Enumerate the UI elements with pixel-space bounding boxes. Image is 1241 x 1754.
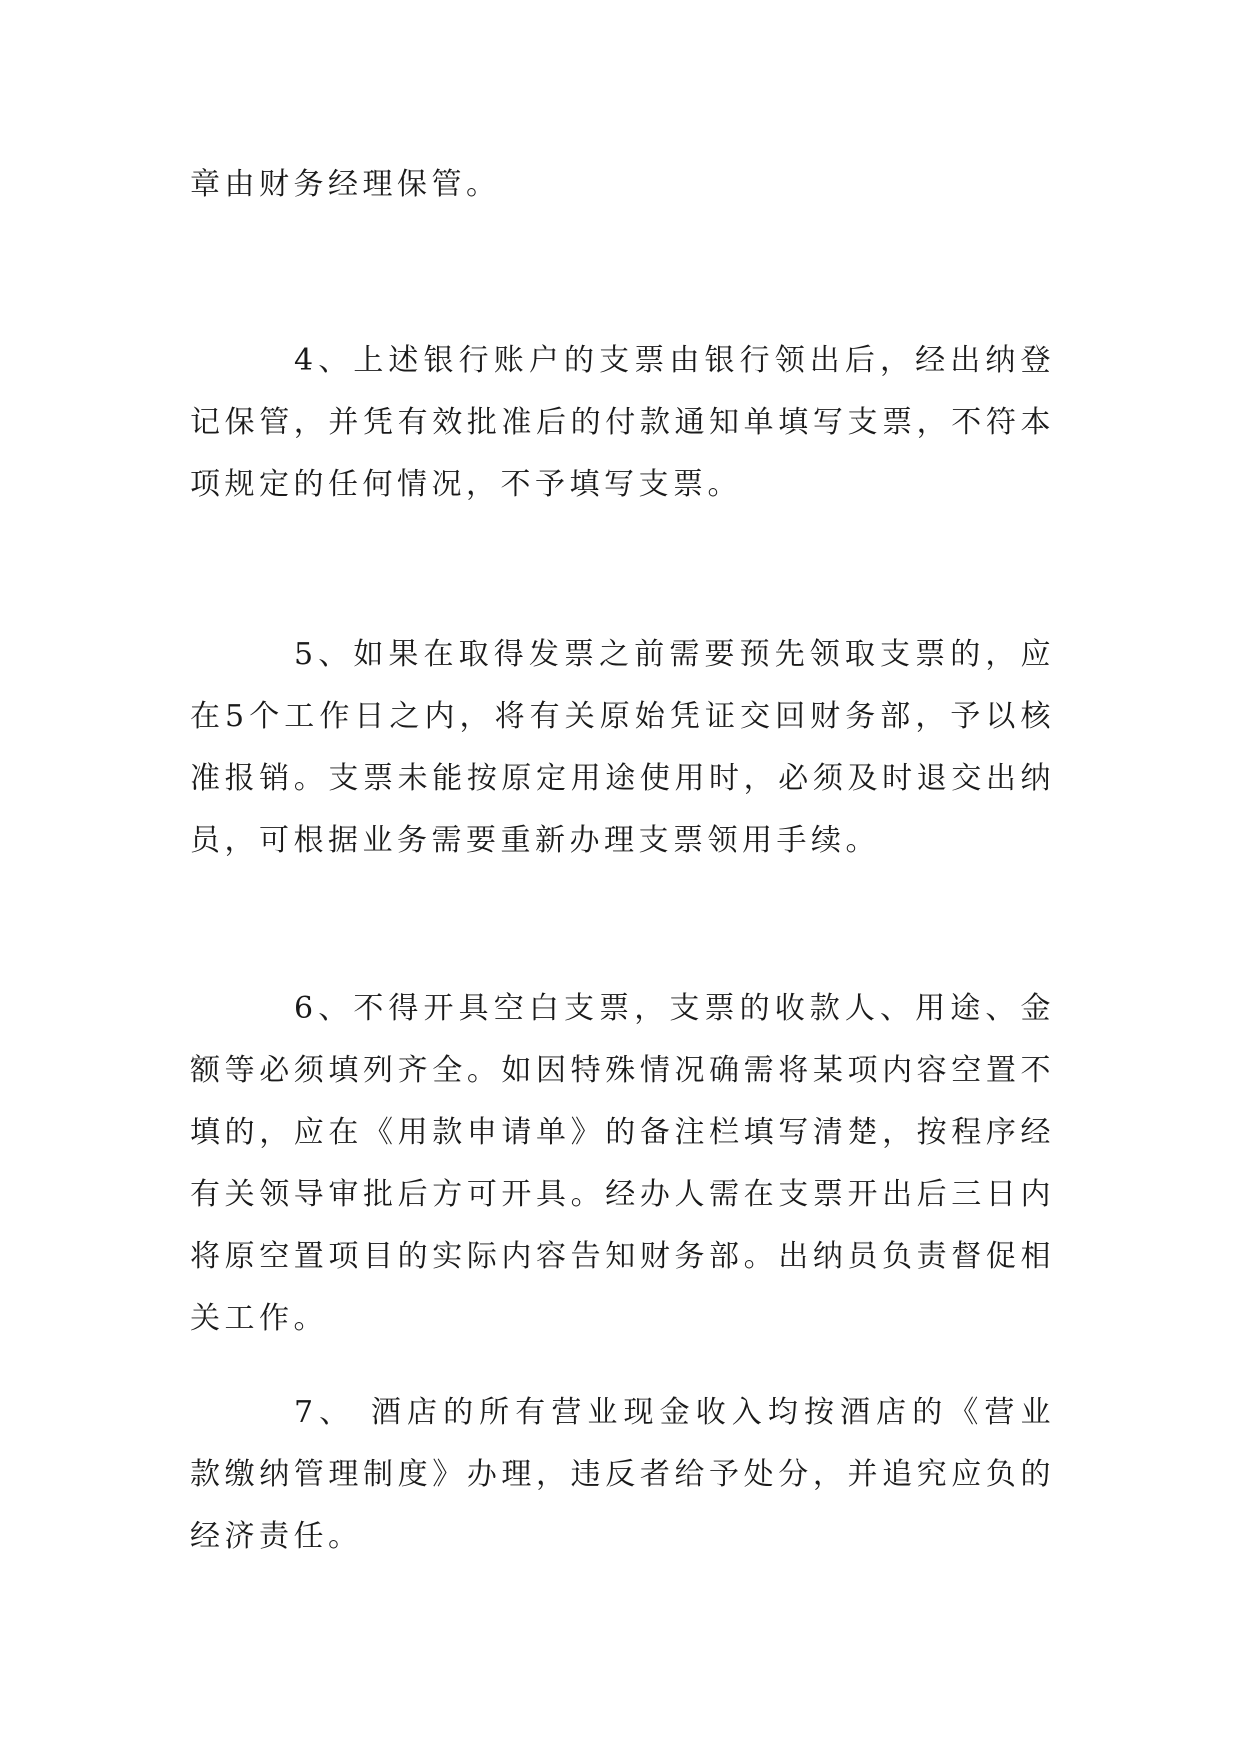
paragraph-item-5: 5、如果在取得发票之前需要预先领取支票的，应在5个工作日之内，将有关原始凭证交回财务部，予以核准报销。支票未能按原定用途使用时，必须及时退交出纳员，可根据业务需要重新办理支票领用手续。 <box>190 637 1055 858</box>
paragraph-item-6: 6、不得开具空白支票，支票的收款人、用途、金额等必须填列齐全。如因特殊情况确需将某项内容空置不填的，应在《用款申请单》的备注栏填写清楚，按程序经有关领导审批后方可开具。经办人需在支票开出后三日内将原空置项目的实际内容告知财务部。出纳员负责督促相关工作。 <box>190 991 1055 1336</box>
paragraph-continuation: 章由财务经理保管。 <box>190 167 501 202</box>
paragraph-item-4: 4、上述银行账户的支票由银行领出后，经出纳登记保管，并凭有效批准后的付款通知单填写支票，不符本项规定的任何情况，不予填写支票。 <box>190 343 1055 502</box>
paragraph-item-7: 7、 酒店的所有营业现金收入均按酒店的《营业款缴纳管理制度》办理，违反者给予处分，并追究应负的经济责任。 <box>190 1395 1055 1554</box>
